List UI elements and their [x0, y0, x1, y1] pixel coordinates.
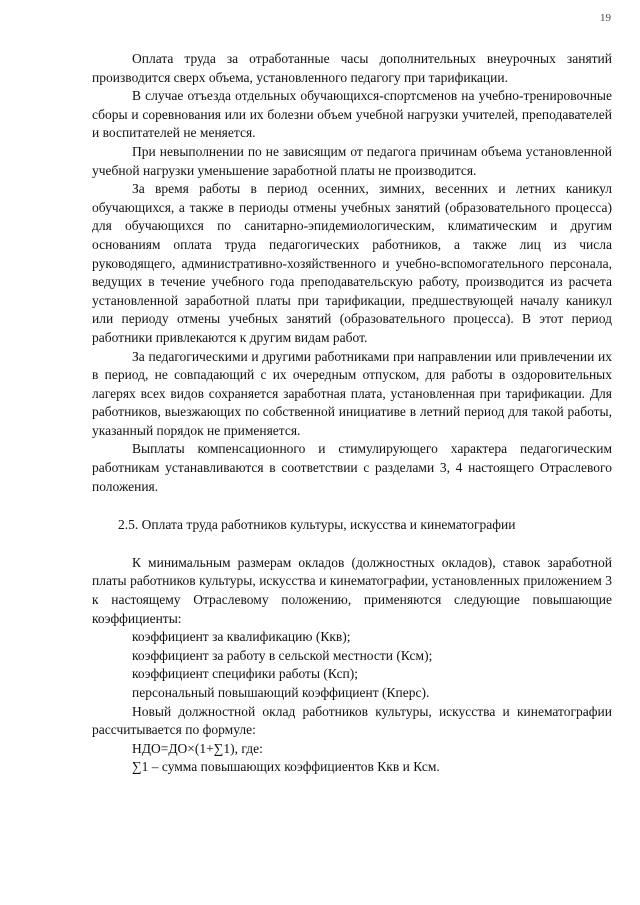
paragraph-camps-work: За педагогическими и другими работниками при направлении или привлечении их в период, не совпадающий с их очередным отпуском, для работы в оздоровительных лагерях всех видов сохраняется заработная плата, установленная при тарификации. Для работников, выезжающих по собственной инициативе в летний период для такой работы, указанный порядок не применяется. [92, 348, 612, 438]
paragraph-extra-hours: Оплата труда за отработанные часы дополнительных внеурочных занятий производится сверх объема, установленного педагогу при тарификации. [92, 51, 612, 85]
coefficient-item: коэффициент за квалификацию (Ккв); [132, 629, 351, 645]
page-number: 19 [600, 12, 611, 24]
paragraph-load-not-fulfilled: При невыполнении по не зависящим от педагога причинам объема установленной учебной нагрузки уменьшение заработной платы не производится. [92, 143, 612, 178]
paragraph-holidays-pay: За время работы в период осенних, зимних, весенних и летних каникул обучающихся, а также в периоды отмены учебных занятий (образовательного процесса) для обучающихся по санитарно-эпидемиологическим, климатическим и другим основаниям оплата труда педагогических работников, а также лиц из числа руководящего, административно-хозяйственного и учебно-вспомогательного персонала, ведущих в течение учебного года преподавательскую работу, производится из расчета установленной заработной платы при тарификации, предшествующей началу каникул или периоду отмены учебных занятий (образовательного процесса). В этот период работники привлекаются к другим видам работ. [92, 181, 612, 345]
coefficient-item: персональный повышающий коэффициент (Кперс). [132, 685, 430, 700]
salary-formula: НДО=ДО×(1+∑1), где: [132, 740, 263, 756]
document-body [92, 50, 612, 777]
paragraph-athletes-departure: В случае отъезда отдельных обучающихся-спортсменов на учебно-тренировочные сборы и соревнования или их болезни объем учебной нагрузки учителей, преподавателей и воспитателей не меняется. [92, 88, 612, 141]
coefficient-item: коэффициент специфики работы (Ксп); [132, 666, 359, 682]
section-heading: 2.5. Оплата труда работников культуры, искусства и кинематографии [118, 517, 516, 533]
sum-definition: ∑1 – сумма повышающих коэффициентов Ккв и Ксм. [132, 759, 440, 775]
coefficient-item: коэффициент за работу в сельской местности (Ксм); [132, 647, 433, 663]
paragraph-intro-coefficients: К минимальным размерам окладов (должностных окладов), ставок заработной платы работников культуры, искусства и кинематографии, установленных приложением 3 к настоящему Отраслевому положению, применяются следующие повышающие коэффициенты: [92, 554, 612, 626]
paragraph-compensation-payments: Выплаты компенсационного и стимулирующего характера педагогическим работникам устанавливаются в соответствии с разделами 3, 4 настоящего Отраслевого положения. [92, 441, 612, 494]
paragraph-new-salary: Новый должностной оклад работников культуры, искусства и кинематографии рассчитывается по формуле: [92, 703, 612, 738]
